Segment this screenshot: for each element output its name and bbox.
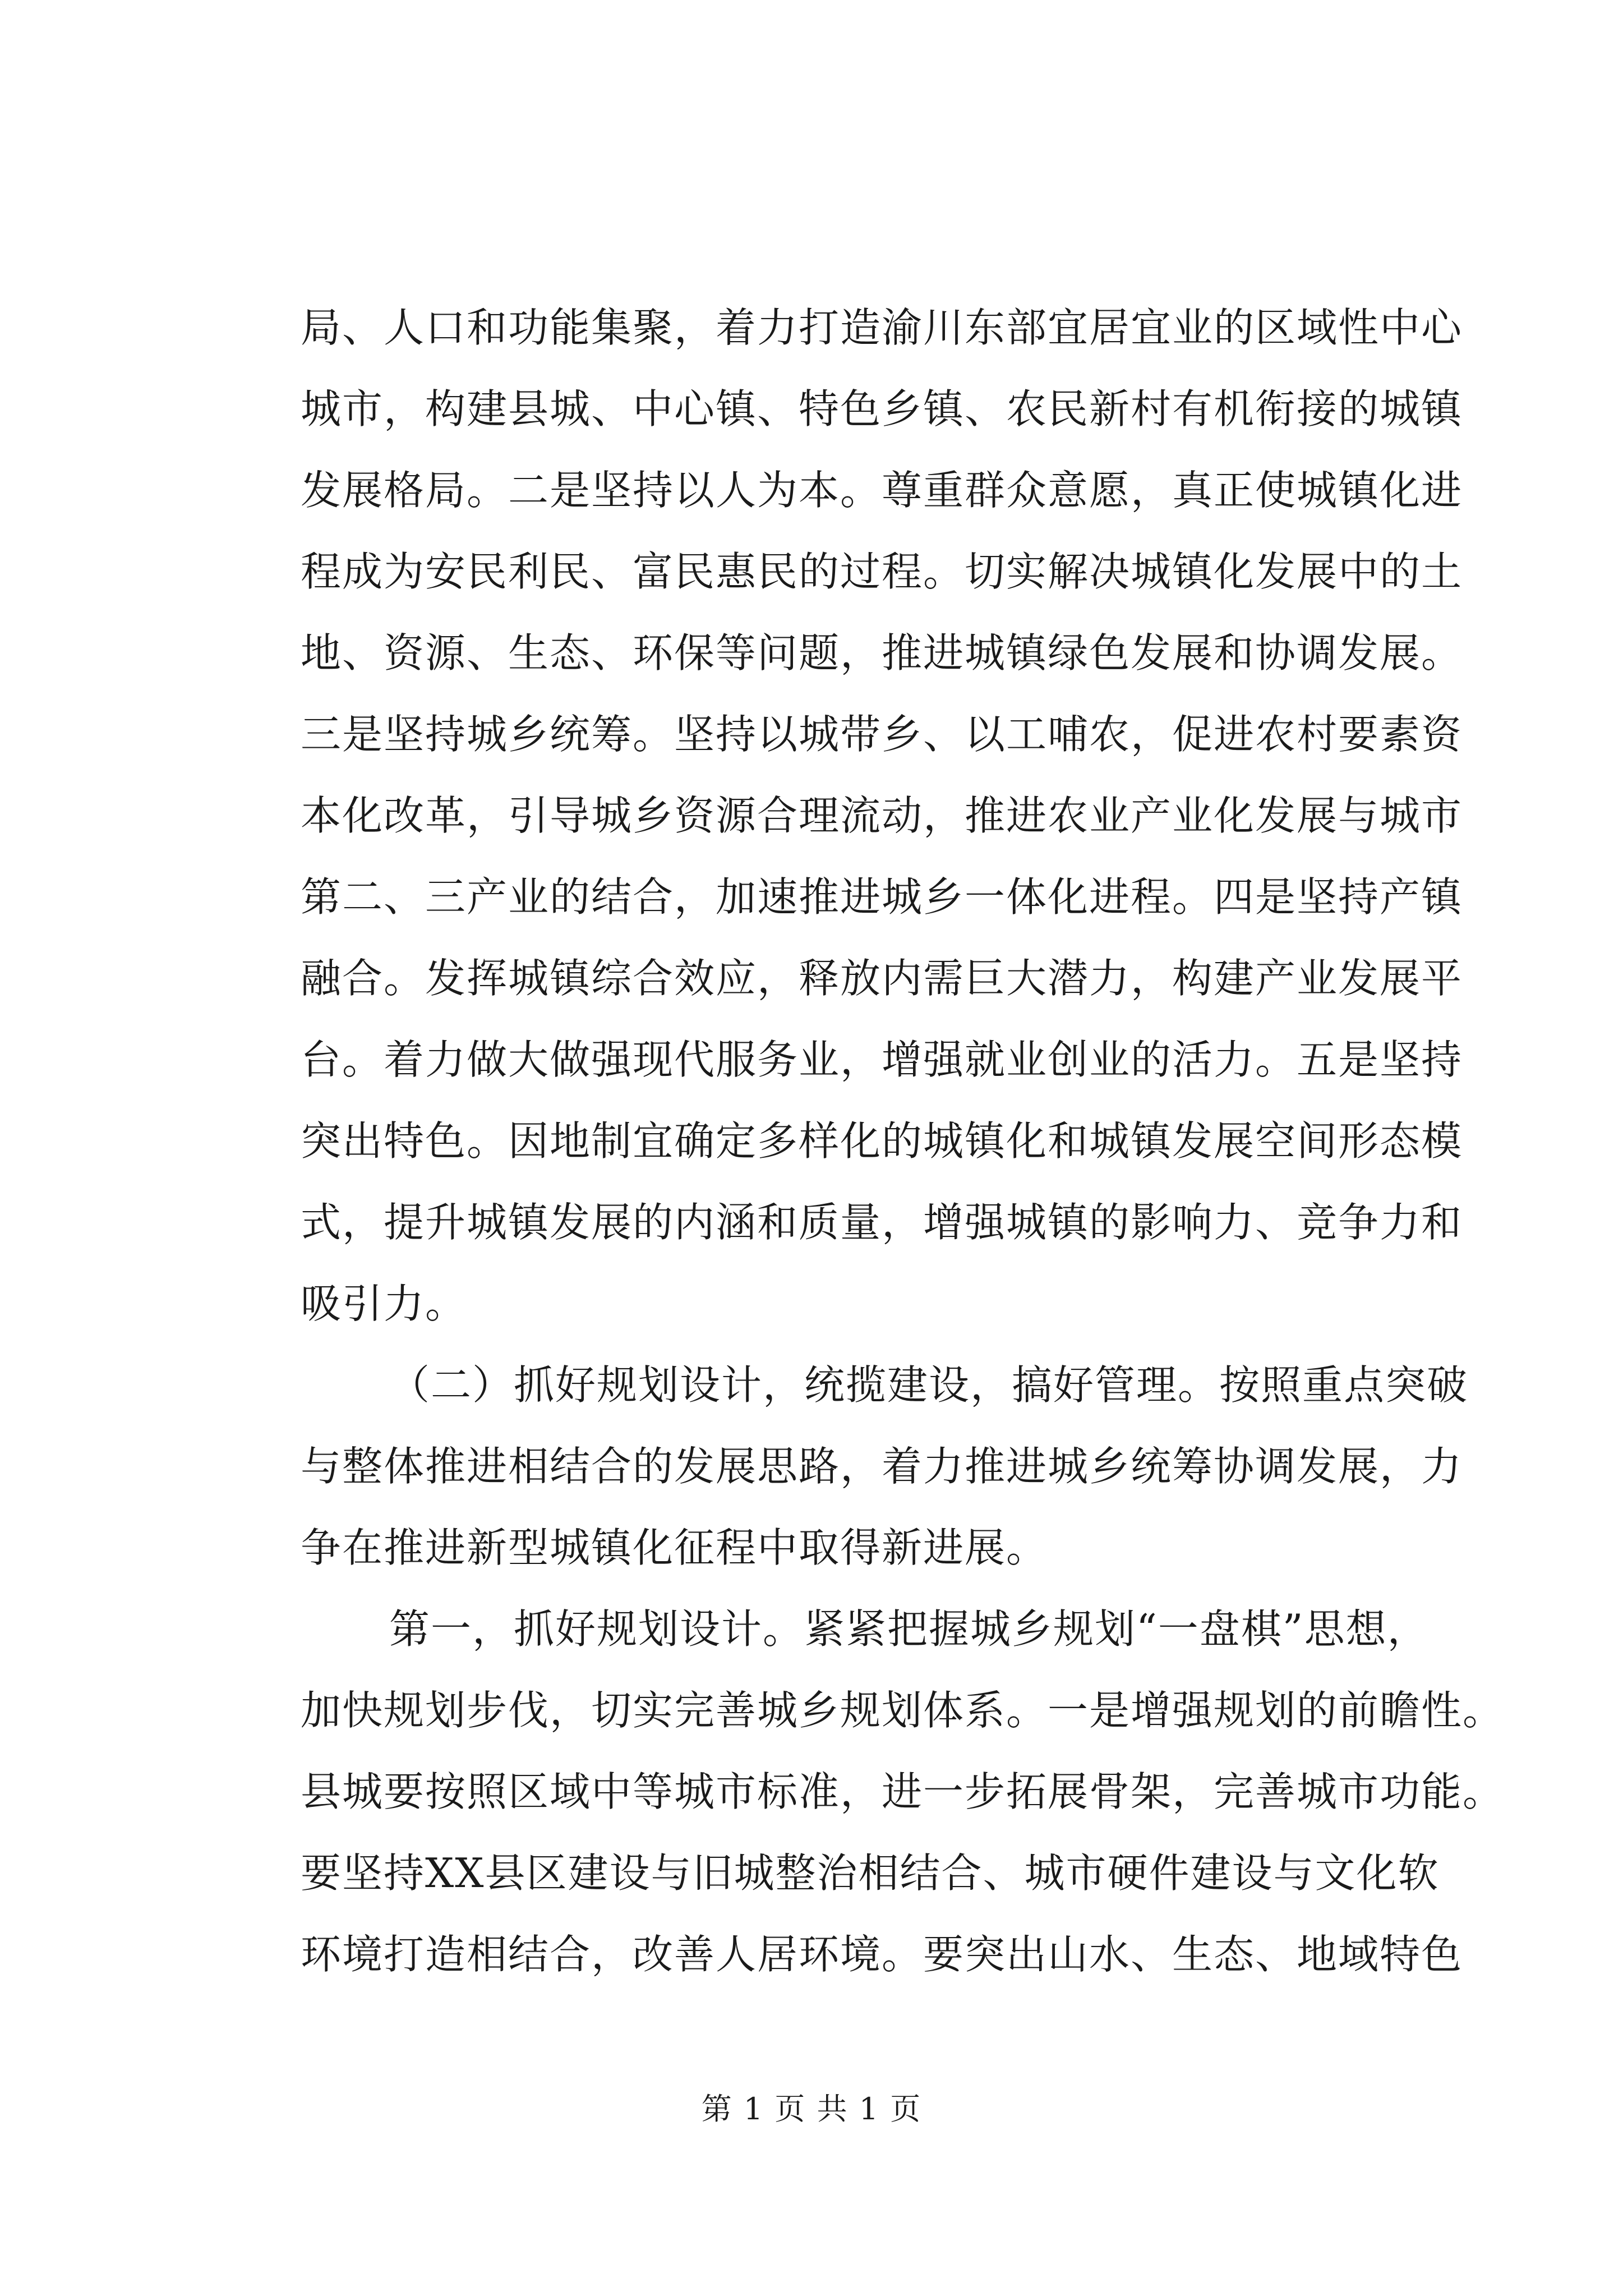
body-line: 式，提升城镇发展的内涵和质量，增强城镇的影响力、竞争力和	[301, 1199, 1463, 1246]
body-line: 台。着力做大做强现代服务业，增强就业创业的活力。五是坚持	[301, 1036, 1463, 1083]
body-line: 三是坚持城乡统筹。坚持以城带乡、以工哺农，促进农村要素资	[301, 711, 1463, 758]
body-line: 突出特色。因地制宜确定多样化的城镇化和城镇发展空间形态模	[301, 1117, 1463, 1165]
body-line: 融合。发挥城镇综合效应，释放内需巨大潜力，构建产业发展平	[301, 955, 1463, 1002]
body-line: 吸引力。	[301, 1280, 467, 1327]
body-line: 与整体推进相结合的发展思路，着力推进城乡统筹协调发展，力	[301, 1443, 1463, 1490]
page-number: 第 1 页 共 1 页	[701, 2091, 922, 2127]
body-line: 发展格局。二是坚持以人为本。尊重群众意愿，真正使城镇化进	[301, 467, 1463, 514]
body-line: 环境打造相结合，改善人居环境。要突出山水、生态、地域特色	[301, 1931, 1463, 1978]
document-body	[301, 287, 1505, 1995]
body-line: 县城要按照区域中等城市标准，进一步拓展骨架，完善城市功能。	[301, 1768, 1505, 1815]
body-line: 要坚持XX县区建设与旧城整治相结合、城市硬件建设与文化软	[301, 1849, 1440, 1897]
page-footer	[0, 2090, 1623, 2129]
paragraph-start-line: 第一，抓好规划设计。紧紧把握城乡规划“一盘棋”思想，	[389, 1605, 1429, 1653]
section-heading-line: （二）抓好规划设计，统揽建设，搞好管理。按照重点突破	[389, 1361, 1469, 1409]
body-line: 争在推进新型城镇化征程中取得新进展。	[301, 1524, 1048, 1571]
body-line: 本化改革，引导城乡资源合理流动，推进农业产业化发展与城市	[301, 792, 1463, 839]
body-line: 程成为安民利民、富民惠民的过程。切实解决城镇化发展中的土	[301, 548, 1463, 595]
body-line: 地、资源、生态、环保等问题，推进城镇绿色发展和协调发展。	[301, 629, 1463, 677]
body-line: 局、人口和功能集聚，着力打造渝川东部宜居宜业的区域性中心	[301, 304, 1463, 351]
body-line: 加快规划步伐，切实完善城乡规划体系。一是增强规划的前瞻性。	[301, 1687, 1505, 1734]
body-line: 第二、三产业的结合，加速推进城乡一体化进程。四是坚持产镇	[301, 873, 1463, 921]
body-line: 城市，构建县城、中心镇、特色乡镇、农民新村有机衔接的城镇	[301, 385, 1463, 432]
